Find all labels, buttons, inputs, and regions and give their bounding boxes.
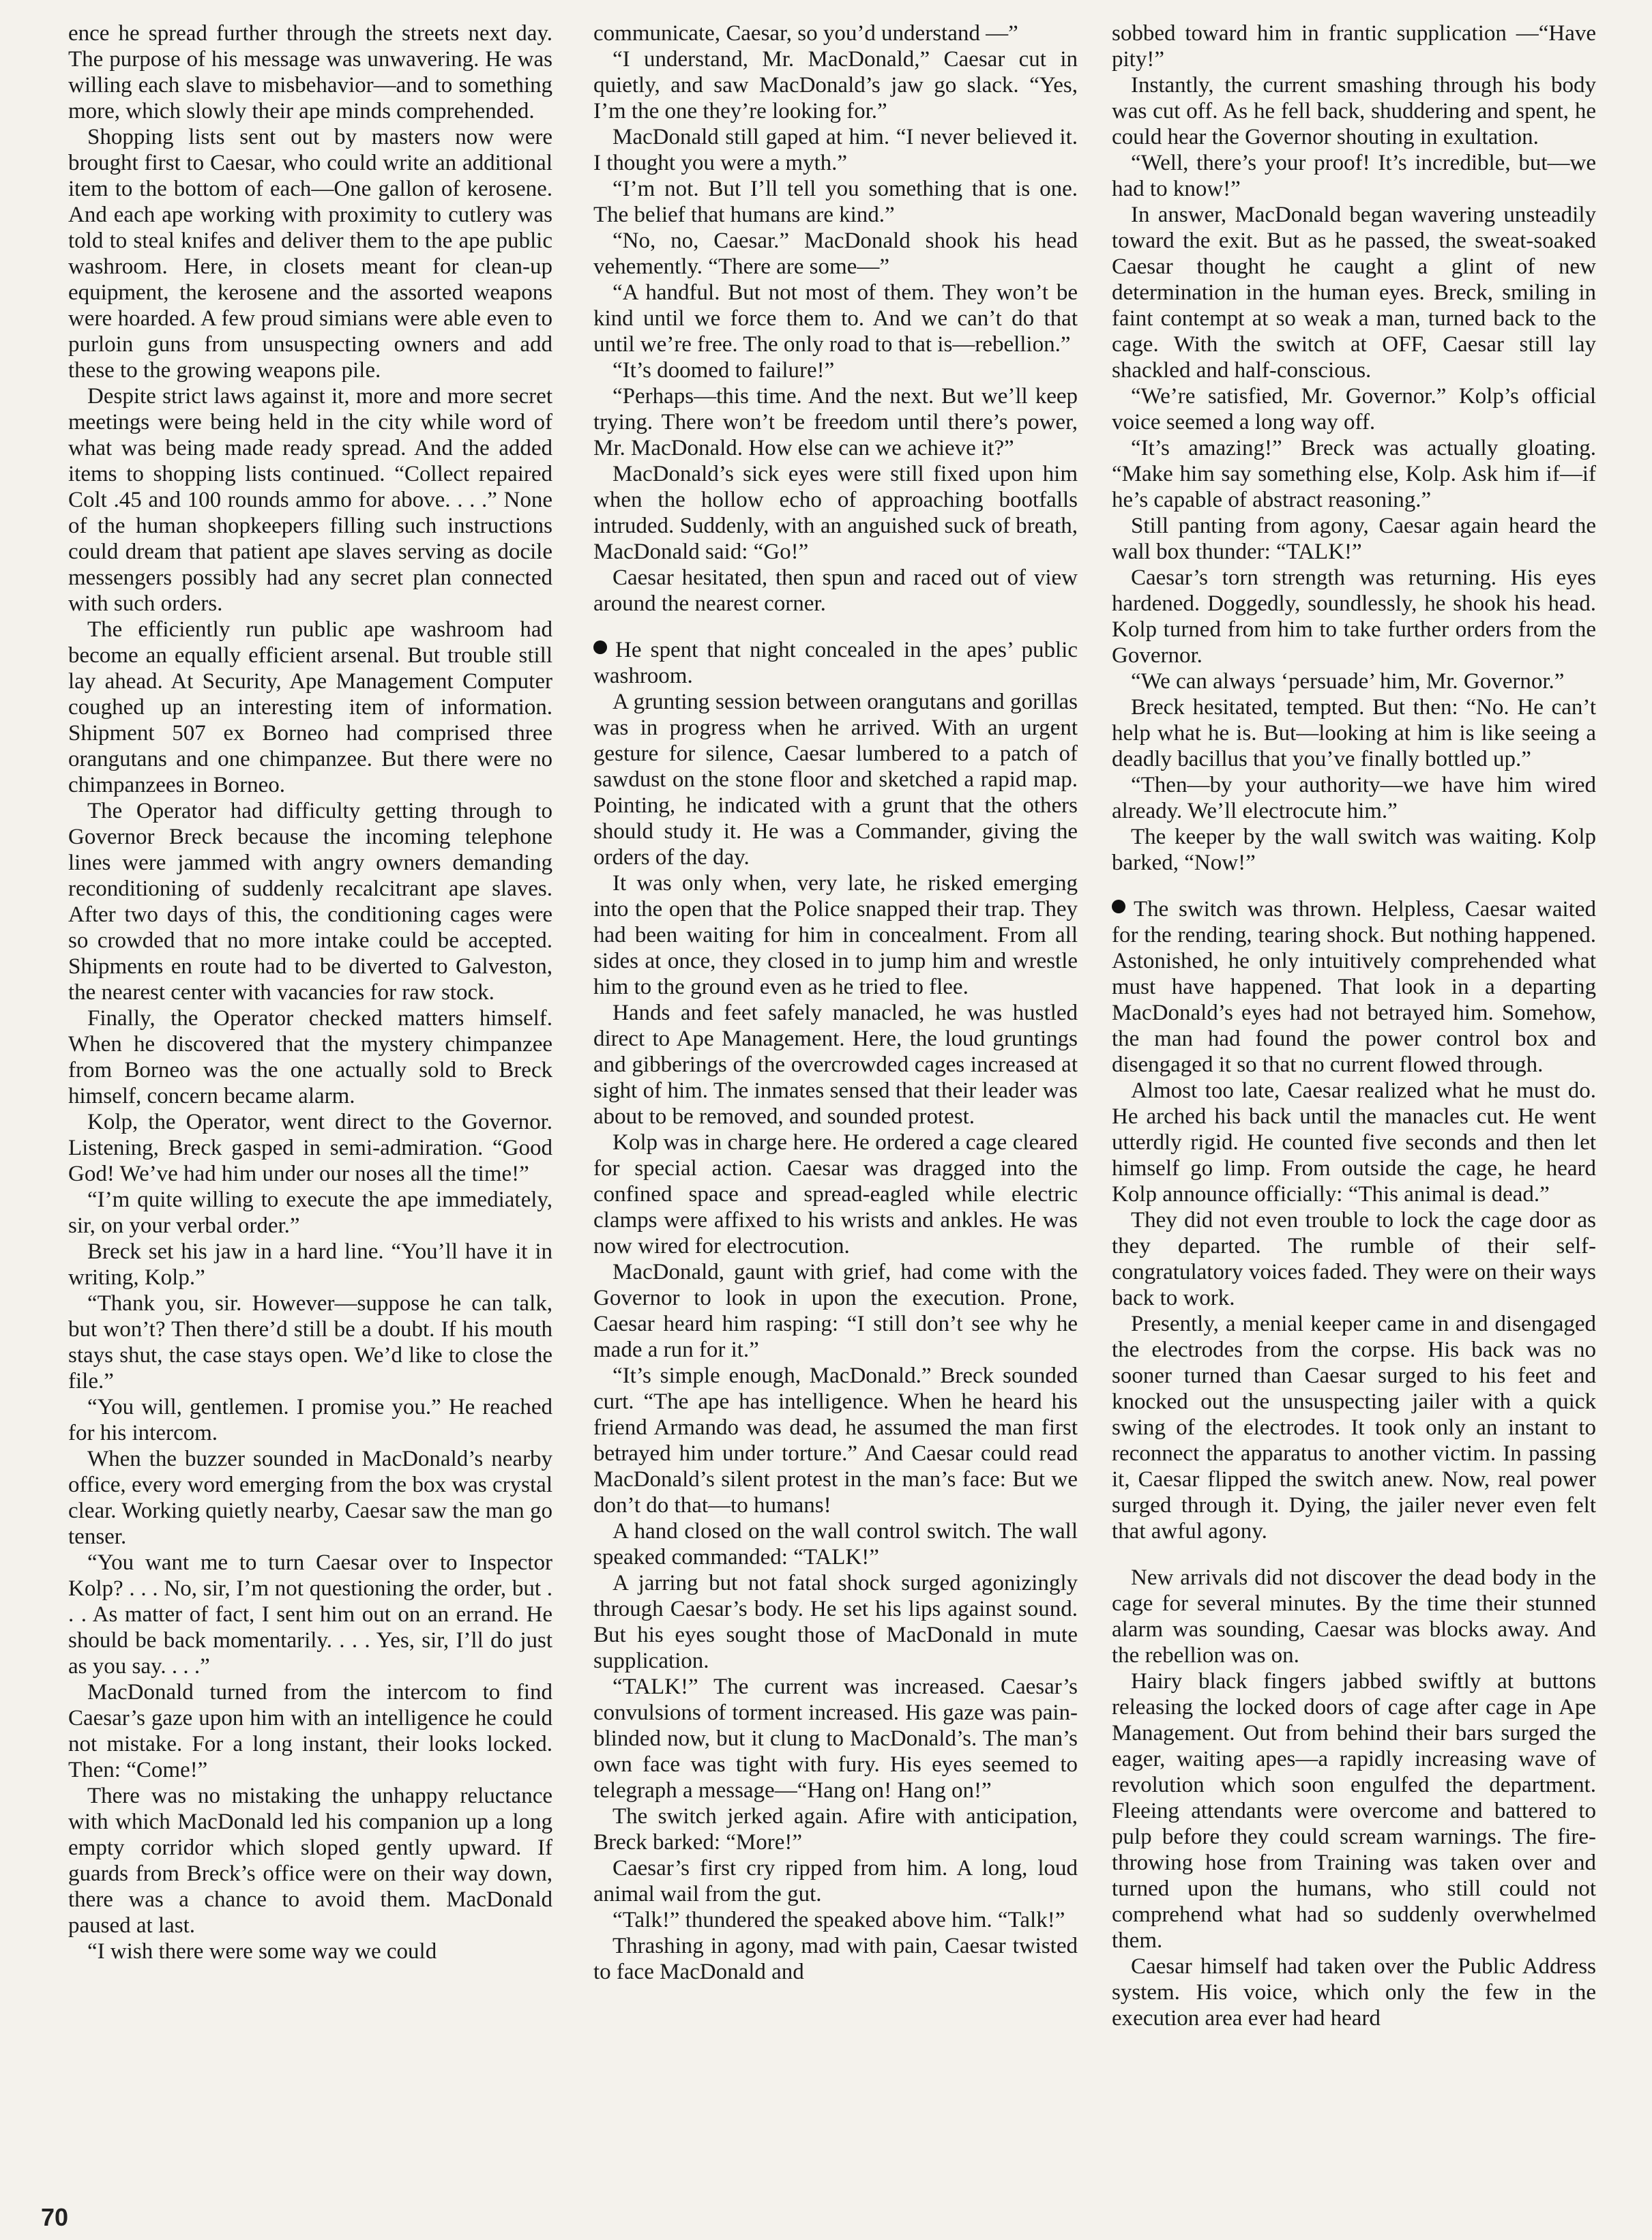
paragraph [68, 1550, 552, 1679]
paragraph-text: “Perhaps—this time. And the next. But we’ll keep trying. There won’t be freedom until there’s power, Mr. MacDonald. How else can we achieve it?” [593, 384, 1078, 460]
paragraph [1112, 72, 1596, 150]
paragraph-text: “Well, there’s your proof! It’s incredible, but—we had to know!” [1112, 151, 1596, 201]
paragraph [68, 1679, 552, 1783]
paragraph [593, 461, 1078, 565]
paragraph-text: Finally, the Operator checked matters himself. When he discovered that the mystery chimpanzee from Borneo was the one actually sold to Breck himself, concern became alarm. [68, 1006, 552, 1108]
paragraph [1112, 1668, 1596, 1954]
paragraph-text: “It’s doomed to failure!” [613, 358, 835, 383]
paragraph-text: “TALK!” The current was increased. Caesar’s convulsions of torment increased. His gaze was pain-blinded now, but it clung to MacDonald’s. The man’s own face was tight with fury. His eyes seemed to telegraph a message—“Hang on! Hang on!” [593, 1675, 1078, 1803]
paragraph-text: A jarring but not fatal shock surged agonizingly through Caesar’s body. He set his lips against sound. But his eyes sought those of MacDonald in mute supplication. [593, 1571, 1078, 1673]
paragraph-text: Kolp, the Operator, went direct to the Governor. Listening, Breck gasped in semi-admiration. “Good God! We’ve had him under our noses all the time!” [68, 1110, 552, 1186]
paragraph-text: The switch jerked again. Afire with anticipation, Breck barked: “More!” [593, 1804, 1078, 1855]
paragraph [68, 1939, 552, 1964]
paragraph [1112, 896, 1596, 1078]
paragraph [593, 689, 1078, 870]
paragraph-text: MacDonald, gaunt with grief, had come with the Governor to look in upon the execution. Prone, Caesar heard him rasping: “I still don’t see why he made a run for it.” [593, 1260, 1078, 1362]
paragraph [1112, 202, 1596, 383]
paragraph [593, 1000, 1078, 1130]
paragraph [68, 1005, 552, 1109]
paragraph-text: MacDonald’s sick eyes were still fixed upon him when the hollow echo of approaching bootfalls intruded. Suddenly, with an anguished suck of breath, MacDonald said: “Go!” [593, 462, 1078, 564]
paragraph-text: When the buzzer sounded in MacDonald’s nearby office, every word emerging from the box was crystal clear. Working quietly nearby, Caesar saw the man go tenser. [68, 1447, 552, 1549]
paragraph-text: “I understand, Mr. MacDonald,” Caesar cut in quietly, and saw MacDonald’s jaw go slack. “Yes, I’m the one they’re looking for.” [593, 47, 1078, 123]
paragraph-text: There was no mistaking the unhappy reluctance with which MacDonald led his companion up a long empty corridor which sloped gently upward. If guards from Breck’s office were on their way down, there was a chance to avoid them. MacDonald paused at last. [68, 1784, 552, 1938]
paragraph [1112, 772, 1596, 824]
paragraph [1112, 565, 1596, 668]
paragraph [593, 1518, 1078, 1570]
paragraph [68, 383, 552, 617]
paragraph-text: sobbed toward him in frantic supplication —“Have pity!” [1112, 21, 1596, 72]
paragraph [68, 20, 552, 124]
paragraph-text: Thrashing in agony, mad with pain, Caesar twisted to face MacDonald and [593, 1934, 1078, 1984]
paragraph [1112, 20, 1596, 72]
paragraph-text: Hairy black fingers jabbed swiftly at buttons releasing the locked doors of cage after cage in Ape Management. Out from behind their bars surged the eager, waiting apes—a rapidly increasing wave of revolution which soon engulfed the department. Fleeing attendants were overcome and battered to pulp before they could scream warnings. The fire-throwing hose from Training was taken over and turned upon the humans, who still could not comprehend what had so suddenly overwhelmed them. [1112, 1669, 1596, 1953]
paragraph-text: “Thank you, sir. However—suppose he can talk, but won’t? Then there’d still be a doubt. If his mouth stays shut, the case stays open. We’d like to close the file.” [68, 1291, 552, 1394]
paragraph [1112, 435, 1596, 513]
paragraph [593, 357, 1078, 383]
paragraph [593, 1855, 1078, 1907]
paragraph [593, 1803, 1078, 1855]
paragraph-text: “It’s simple enough, MacDonald.” Breck sounded curt. “The ape has intelligence. When he heard his friend Armando was dead, he assumed the man first betrayed him under torture.” And Caesar could read MacDonald’s silent protest in the man’s face: But we don’t do that—to humans! [593, 1364, 1078, 1518]
paragraph [593, 280, 1078, 357]
paragraph [68, 1109, 552, 1187]
paragraph-text: Caesar’s torn strength was returning. His eyes hardened. Doggedly, soundlessly, he shook his head. Kolp turned from him to take further orders from the Governor. [1112, 565, 1596, 668]
text-column-2 [593, 20, 1078, 2169]
paragraph-text: Kolp was in charge here. He ordered a cage cleared for special action. Caesar was dragged into the confined space and spread-eagled while electric clamps were affixed to his wrists and ankles. He was now wired for electrocution. [593, 1130, 1078, 1258]
paragraph-text: “Then—by your authority—we have him wired already. We’ll electrocute him.” [1112, 773, 1596, 823]
paragraph-text: “I’m quite willing to execute the ape immediately, sir, on your verbal order.” [68, 1188, 552, 1238]
text-column-1 [68, 20, 552, 2169]
paragraph-text: “I’m not. But I’ll tell you something that is one. The belief that humans are kind.” [593, 177, 1078, 227]
paragraph [593, 1907, 1078, 1933]
paragraph-text: New arrivals did not discover the dead body in the cage for several minutes. By the time their stunned alarm was sounding, Caesar was blocks away. And the rebellion was on. [1112, 1565, 1596, 1668]
paragraph [68, 1187, 552, 1239]
paragraph [593, 124, 1078, 176]
paragraph-text: Caesar hesitated, then spun and raced out of view around the nearest corner. [593, 565, 1078, 616]
paragraph-text: “No, no, Caesar.” MacDonald shook his head vehemently. “There are some—” [593, 229, 1078, 279]
paragraph [68, 798, 552, 1005]
paragraph-text: A hand closed on the wall control switch. The wall speaked commanded: “TALK!” [593, 1519, 1078, 1570]
section-bullet-icon [1112, 900, 1125, 913]
paragraph [68, 1239, 552, 1291]
paragraph-text: “It’s amazing!” Breck was actually gloating. “Make him say something else, Kolp. Ask him if—if he’s capable of abstract reasoning.” [1112, 436, 1596, 512]
paragraph [593, 228, 1078, 280]
paragraph-text: Hands and feet safely manacled, he was hustled direct to Ape Management. Here, the loud gruntings and gibberings of the overcrowded cages increased at sight of him. The inmates sensed that their leader was about to be removed, and sounded protest. [593, 1001, 1078, 1129]
paragraph-text: “You will, gentlemen. I promise you.” He reached for his intercom. [68, 1395, 552, 1445]
paragraph-text: Still panting from agony, Caesar again heard the wall box thunder: “TALK!” [1112, 514, 1596, 564]
paragraph [68, 617, 552, 798]
paragraph-text: ence he spread further through the streets next day. The purpose of his message was unwavering. He was willing each slave to misbehavior—and to something more, which slowly their ape minds comprehended. [68, 21, 552, 123]
paragraph-text: “We’re satisfied, Mr. Governor.” Kolp’s official voice seemed a long way off. [1112, 384, 1596, 434]
paragraph [1112, 1078, 1596, 1207]
paragraph-text: He spent that night concealed in the apes’ public washroom. [593, 638, 1078, 688]
paragraph [1112, 150, 1596, 202]
paragraph-text: In answer, MacDonald began wavering unsteadily toward the exit. But as he passed, the sweat-soaked Caesar thought he caught a glint of new determination in the human eyes. Breck, smiling in faint contempt at so weak a man, turned back to the cage. With the switch at OFF, Caesar still lay shackled and half-conscious. [1112, 203, 1596, 383]
paragraph-text: A grunting session between orangutans and gorillas was in progress when he arrived. With an urgent gesture for silence, Caesar lumbered to a patch of sawdust on the stone floor and sketched a rapid map. Pointing, he indicated with a grunt that the others should study it. He was a Commander, giving the orders of the day. [593, 690, 1078, 870]
paragraph [1112, 383, 1596, 435]
paragraph [1112, 1565, 1596, 1668]
paragraph [68, 1394, 552, 1446]
paragraph-text: Caesar himself had taken over the Public Address system. His voice, which only the few in the execution area ever had heard [1112, 1954, 1596, 2031]
paragraph-text: Presently, a menial keeper came in and disengaged the electrodes from the corpse. His back was no sooner turned than Caesar surged to his feet and knocked out the unsuspecting jailer with a quick swing of the electrodes. It took only an instant to reconnect the apparatus to another victim. In passing it, Caesar flipped the switch anew. Now, real power surged through it. Dying, the jailer never even felt that awful agony. [1112, 1312, 1596, 1544]
paragraph [68, 1783, 552, 1939]
paragraph [593, 20, 1078, 46]
paragraph-text: MacDonald turned from the intercom to find Caesar’s gaze upon him with an intelligence he could not mistake. For a long instant, their looks locked. Then: “Come!” [68, 1680, 552, 1782]
paragraph [1112, 668, 1596, 694]
page-number: 70 [41, 2203, 69, 2231]
paragraph [593, 1130, 1078, 1259]
paragraph [593, 1259, 1078, 1363]
paragraph-text: The keeper by the wall switch was waiting. Kolp barked, “Now!” [1112, 825, 1596, 875]
paragraph-text: MacDonald still gaped at him. “I never believed it. I thought you were a myth.” [593, 125, 1078, 175]
paragraph-text: Instantly, the current smashing through his body was cut off. As he fell back, shuddering and spent, he could hear the Governor shouting in exultation. [1112, 73, 1596, 149]
paragraph [593, 1570, 1078, 1674]
paragraph-text: Almost too late, Caesar realized what he must do. He arched his back until the manacles cut. He went utterdly rigid. He counted five seconds and then let himself go limp. From outside the cage, he heard Kolp announce officially: “This animal is dead.” [1112, 1078, 1596, 1207]
paragraph-text: Shopping lists sent out by masters now were brought first to Caesar, who could write an additional item to the bottom of each—One gallon of kerosene. And each ape working with proximity to cutlery was told to steal knifes and deliver them to the ape public washroom. Here, in closets meant for clean-up equipment, the kerosene and the assorted weapons were hoarded. A few proud simians were able even to purloin guns from unsuspecting owners and add these to the growing weapons pile. [68, 125, 552, 383]
magazine-page [48, 20, 1610, 2183]
paragraph [593, 1674, 1078, 1803]
paragraph [68, 1446, 552, 1550]
paragraph [1112, 1954, 1596, 2031]
paragraph-text: They did not even trouble to lock the cage door as they departed. The rumble of their self-congratulatory voices faded. They were on their ways back to work. [1112, 1208, 1596, 1310]
paragraph [593, 1363, 1078, 1518]
paragraph [593, 46, 1078, 124]
paragraph [1112, 824, 1596, 876]
paragraph [68, 124, 552, 383]
paragraph-text: Breck set his jaw in a hard line. “You’ll have it in writing, Kolp.” [68, 1239, 552, 1290]
paragraph [593, 383, 1078, 461]
paragraph-text: The efficiently run public ape washroom had become an equally efficient arsenal. But trouble still lay ahead. At Security, Ape Management Computer coughed up an interesting item of information. Shipment 507 ex Borneo had comprised three orangutans and one chimpanzee. But there were no chimpanzees in Borneo. [68, 617, 552, 797]
paragraph-text: “You want me to turn Caesar over to Inspector Kolp? . . . No, sir, I’m not questioning the order, but . . . As matter of fact, I sent him out on an errand. He should be back momentarily. . . . Yes, sir, I’ll do just as you say. . . .” [68, 1550, 552, 1679]
paragraph-text: “I wish there were some way we could [87, 1939, 437, 1964]
paragraph [1112, 1207, 1596, 1311]
text-column-3 [1112, 20, 1596, 2169]
paragraph-text: communicate, Caesar, so you’d understand —” [593, 21, 1018, 46]
paragraph [593, 565, 1078, 617]
paragraph [68, 1291, 552, 1394]
paragraph-text: Breck hesitated, tempted. But then: “No. He can’t help what he is. But—looking at him is like seeing a deadly bacillus that you’ve finally bottled up.” [1112, 695, 1596, 771]
paragraph [1112, 694, 1596, 772]
paragraph [593, 1933, 1078, 1985]
paragraph-text: “We can always ‘persuade’ him, Mr. Governor.” [1131, 669, 1565, 694]
paragraph-text: The switch was thrown. Helpless, Caesar waited for the rending, tearing shock. But nothing happened. Astonished, he only intuitively comprehended what must have happened. That look in a departing MacDonald’s eyes had not betrayed him. Somehow, the man had found the power control box and disengaged it so that no current flowed through. [1112, 897, 1596, 1077]
paragraph [1112, 1311, 1596, 1544]
paragraph-text: “Talk!” thundered the speaked above him. “Talk!” [613, 1908, 1065, 1932]
paragraph-text: The Operator had difficulty getting through to Governor Breck because the incoming telephone lines were jammed with angry owners demanding reconditioning of suddenly recalcitrant ape slaves. After two days of this, the conditioning cages were so crowded that no more intake could be accepted. Shipments en route had to be diverted to Galveston, the nearest center with vacancies for raw stock. [68, 799, 552, 1005]
paragraph-text: Caesar’s first cry ripped from him. A long, loud animal wail from the gut. [593, 1856, 1078, 1906]
paragraph-text: It was only when, very late, he risked emerging into the open that the Police snapped their trap. They had been waiting for him in concealment. From all sides at once, they closed in to jump him and wrestle him to the ground even as he tried to flee. [593, 871, 1078, 999]
paragraph-text: Despite strict laws against it, more and more secret meetings were being held in the city while word of what was being made ready spread. And the added items to shopping lists continued. “Collect repaired Colt .45 and 100 rounds ammo for above. . . .” None of the human shopkeepers filling such instructions could dream that patient ape slaves serving as docile messengers possibly had any secret plan connected with such orders. [68, 384, 552, 616]
paragraph [593, 176, 1078, 228]
paragraph [1112, 513, 1596, 565]
paragraph [593, 870, 1078, 1000]
section-bullet-icon [593, 640, 607, 654]
paragraph [593, 637, 1078, 689]
paragraph-text: “A handful. But not most of them. They won’t be kind until we force them to. And we can’t do that until we’re free. The only road to that is—rebellion.” [593, 280, 1078, 357]
